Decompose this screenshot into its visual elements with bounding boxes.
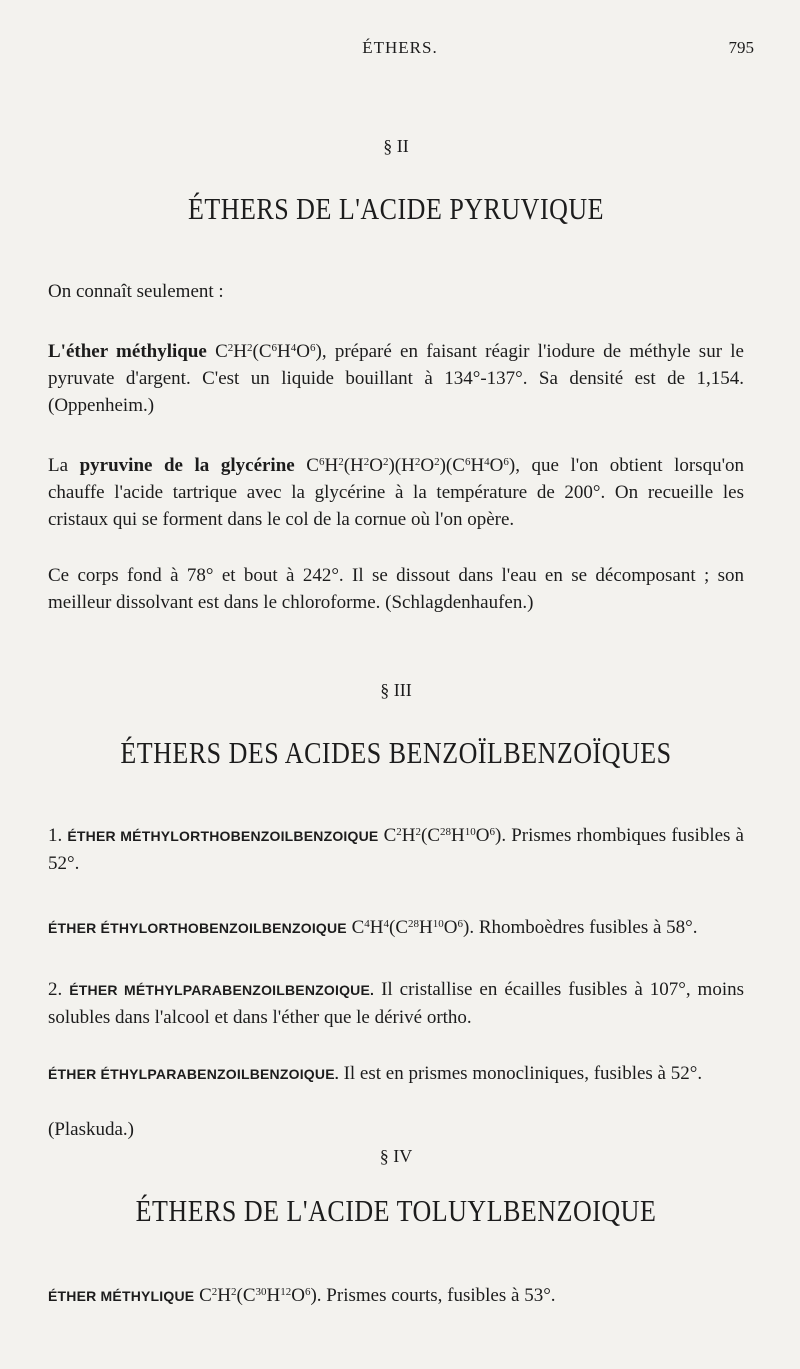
entry-number: 1. [48, 825, 68, 846]
entry-methyl-toluyl [48, 1282, 744, 1310]
paragraph-text: , que l'on obtient lorsqu'on chauffe l'acide tartrique avec la glycérine à la température de 200°. On recueille les cristaux qui se forment dans le col de la cornue où l'on opère. [48, 455, 744, 530]
entry-text: . Rhomboèdres fusibles à 58°. [469, 917, 698, 938]
credit-text: (Plaskuda.) [48, 1119, 135, 1140]
credit-plaskuda [48, 1116, 744, 1143]
entry-text: Il cristallise en écailles fusibles à 107°, moins solubles dans l'alcool et dans l'éther que le dérivé ortho. [48, 979, 744, 1028]
entry-ethylortho [48, 914, 744, 942]
entry-methylortho [48, 822, 744, 877]
section-heading-2: ÉTHERS DE L'ACIDE PYRUVIQUE [187, 192, 605, 227]
entry-name: ÉTHER ÉTHYLPARABENZOILBENZOIQUE. [48, 1066, 339, 1082]
section-marker-4: § IV [379, 1146, 413, 1166]
paragraph-pyruvine [48, 452, 744, 533]
term-methyl-ether: L'éther méthylique [48, 341, 207, 362]
paragraph-text: , préparé en faisant réagir l'iodure de méthyle sur le pyruvate d'argent. C'est un liquide bouillant à 134°-137°. Sa densité est de 1,154. (Oppenheim.) [48, 341, 744, 416]
formula: $C^4H^4(C^{28}H^{10}O^6)$ [351, 917, 470, 938]
running-head [0, 38, 800, 62]
entry-text: . Prismes rhombiques fusibles à 52°. [48, 825, 744, 874]
formula: $C^6H^2(H^2O^2)(H^2O^2)(C^6H^4O^6)$ [306, 455, 516, 476]
entry-text: Il est en prismes monocliniques, fusibles à 52°. [338, 1063, 703, 1084]
entry-ethylpara [48, 1060, 744, 1088]
paragraph-properties [48, 562, 744, 616]
section-heading-4: ÉTHERS DE L'ACIDE TOLUYLBENZOIQUE [135, 1194, 657, 1229]
page-number: 795 [728, 38, 754, 57]
paragraph-methyl-ether [48, 338, 744, 419]
paragraph-lead: La [48, 455, 80, 476]
formula: $C^2H^2(C^6H^4O^6)$ [215, 341, 322, 362]
entry-name: ÉTHER ÉTHYLORTHOBENZOILBENZOIQUE [48, 920, 347, 936]
section-marker-3: § III [380, 680, 412, 700]
entry-methylpara [48, 976, 744, 1031]
running-title: ÉTHERS. [362, 38, 438, 57]
paragraph-text: Ce corps fond à 78° et bout à 242°. Il se dissout dans l'eau en se décomposant ; son meilleur dissolvant est dans le chloroforme. (Schlagdenhaufen.) [48, 565, 744, 613]
entry-name: ÉTHER MÉTHYLIQUE [48, 1288, 195, 1304]
formula: $C^2H^2(C^{28}H^{10}O^6)$ [383, 825, 502, 846]
entry-name: ÉTHER MÉTHYLORTHOBENZOILBENZOIQUE [67, 828, 379, 844]
entry-name: ÉTHER MÉTHYLPARABENZOILBENZOIQUE. [69, 982, 375, 998]
entry-text: . Prismes courts, fusibles à 53°. [316, 1285, 556, 1306]
term-pyruvine: pyruvine de la glycérine [79, 455, 295, 476]
section-heading-3: ÉTHERS DES ACIDES BENZOÏLBENZOÏQUES [120, 736, 672, 771]
entry-number: 2. [48, 979, 70, 1000]
intro-paragraph [48, 278, 744, 305]
intro-text: On connaît seulement : [48, 281, 224, 302]
formula: $C^2H^2(C^{30}H^{12}O^6)$ [199, 1285, 317, 1306]
section-marker-2: § II [383, 136, 409, 156]
